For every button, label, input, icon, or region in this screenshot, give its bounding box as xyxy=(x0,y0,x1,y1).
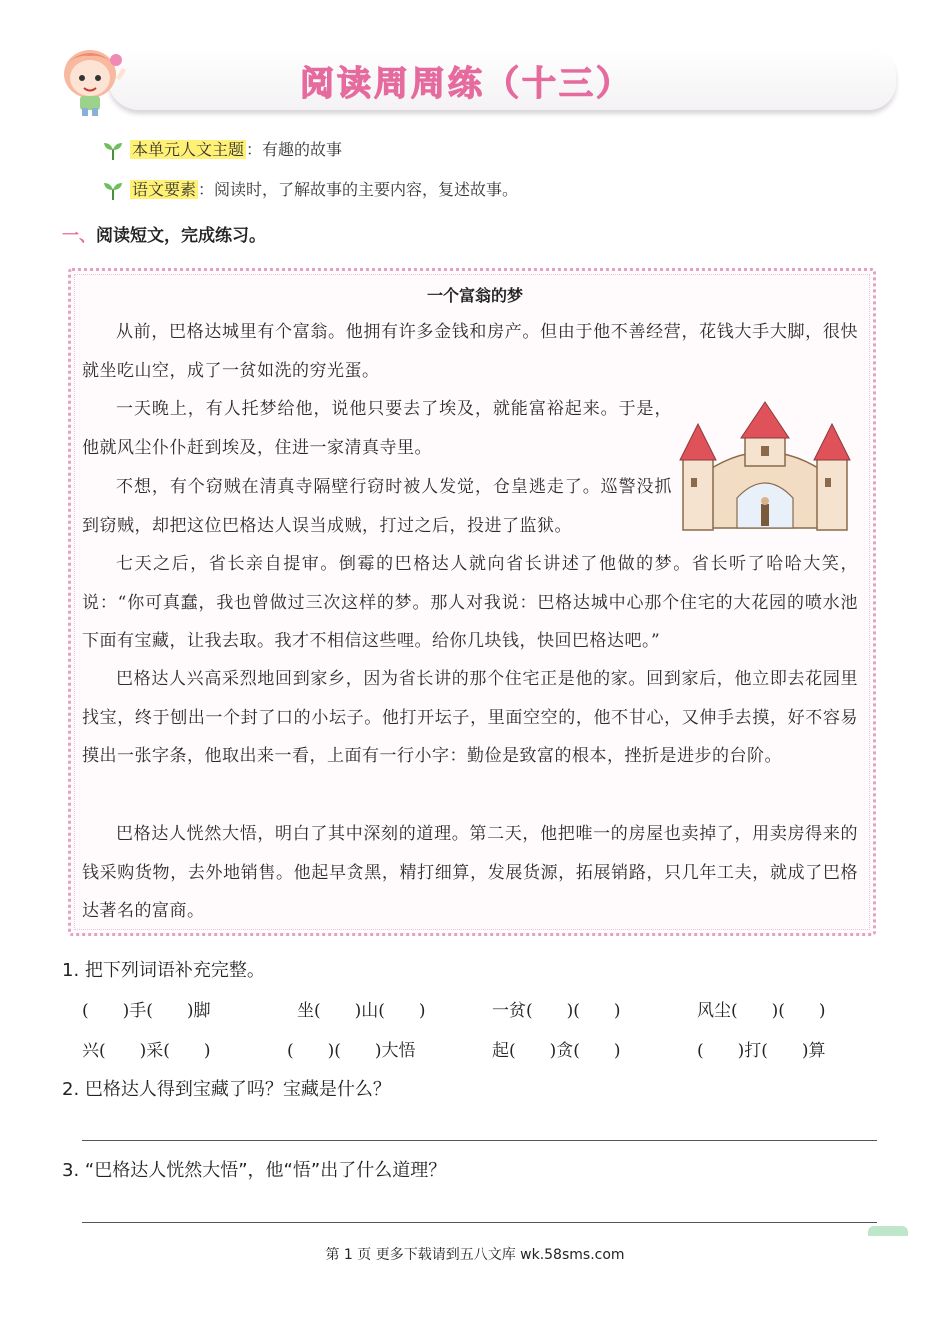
fill-blank-item[interactable]: 起( )贪( ) xyxy=(492,1041,621,1061)
page-corner-tab xyxy=(868,1226,908,1236)
unit-theme-line: 本单元人文主题 ：有趣的故事 xyxy=(102,136,342,164)
language-element-value: 阅读时，了解故事的主要内容，复述故事。 xyxy=(214,180,519,199)
fill-blank-item[interactable]: 兴( )采( ) xyxy=(82,1041,211,1061)
question-3: 3. “巴格达人恍然大悟”，他“悟”出了什么道理？ xyxy=(62,1160,447,1181)
passage-paragraph: 巴格达人兴高采烈地回到家乡，因为省长讲的那个住宅正是他的家。回到家后，他立即去花园里找宝，终于刨出一个封了口的小坛子。他打开坛子，里面空空的，他不甘心，又伸手去摸，好不容易摸出一张字条，他取出来一看，上面有一行小字：勤俭是致富的根本，挫折是进步的台阶。 xyxy=(82,669,858,767)
passage-paragraph: 一天晚上，有人托梦给他，说他只要去了埃及，就能富裕起来。于是，他就风尘仆仆赶到埃及，住进一家清真寺里。 xyxy=(82,399,672,458)
language-element-label: 语文要素 xyxy=(132,180,197,199)
question-1: 1. 把下列词语补充完整。 xyxy=(62,960,265,981)
section-number: 一、 xyxy=(62,226,96,246)
answer-line[interactable] xyxy=(82,1140,877,1141)
language-element-line: 语文要素 ：阅读时，了解故事的主要内容，复述故事。 xyxy=(102,176,518,204)
section-heading xyxy=(62,222,266,250)
unit-theme-value: 有趣的故事 xyxy=(262,140,343,159)
fill-blank-item[interactable]: ( )打( )算 xyxy=(697,1041,826,1061)
question-2: 2. 巴格达人得到宝藏了吗？宝藏是什么？ xyxy=(62,1079,391,1100)
passage-paragraph: 七天之后，省长亲自提审。倒霉的巴格达人就向省长讲述了他做的梦。省长听了哈哈大笑，说：“你可真蠢，我也曾做过三次这样的梦。那人对我说：巴格达城中心那个住宅的大花园的喷水池下面有宝藏，让我去取。我才不相信这些哩。给你几块钱，快回巴格达吧。” xyxy=(82,554,858,652)
fill-blank-row xyxy=(82,1036,872,1066)
story-title: 一个富翁的梦 xyxy=(426,286,523,305)
answer-line[interactable] xyxy=(82,1222,877,1223)
fill-blank-item[interactable]: 坐( )山( ) xyxy=(297,1001,426,1021)
castle-illustration xyxy=(675,398,855,533)
mascot-icon xyxy=(50,44,134,118)
sprout-icon xyxy=(102,180,124,202)
fill-blank-item[interactable]: 风尘( )( ) xyxy=(697,1001,826,1021)
sprout-icon xyxy=(102,140,124,162)
page-title: 阅读周周练（十三） xyxy=(300,64,633,104)
unit-theme-label: 本单元人文主题 xyxy=(132,140,245,159)
fill-blank-item[interactable]: 一贫( )( ) xyxy=(492,1001,621,1021)
passage-paragraph: 巴格达人恍然大悟，明白了其中深刻的道理。第二天，他把唯一的房屋也卖掉了，用卖房得来的钱采购货物，去外地销售。他起早贪黑，精打细算，发展货源，拓展销路，只几年工夫，就成了巴格达著名的富商。 xyxy=(82,824,858,922)
fill-blank-item[interactable]: ( )手( )脚 xyxy=(82,1001,211,1021)
passage-paragraph: 从前，巴格达城里有个富翁。他拥有许多金钱和房产。但由于他不善经营，花钱大手大脚，很快就坐吃山空，成了一贫如洗的穷光蛋。 xyxy=(82,322,858,381)
passage-paragraph: 不想，有个窃贼在清真寺隔壁行窃时被人发觉，仓皇逃走了。巡警没抓到窃贼，却把这位巴格达人误当成贼，打过之后，投进了监狱。 xyxy=(82,477,672,536)
section-title: 阅读短文，完成练习。 xyxy=(96,226,266,246)
fill-blank-item[interactable]: ( )( )大悟 xyxy=(287,1041,416,1061)
page-footer: 第 1 页 更多下载请到五八文库 wk.58sms.com xyxy=(325,1247,625,1263)
fill-blank-row xyxy=(82,996,872,1026)
